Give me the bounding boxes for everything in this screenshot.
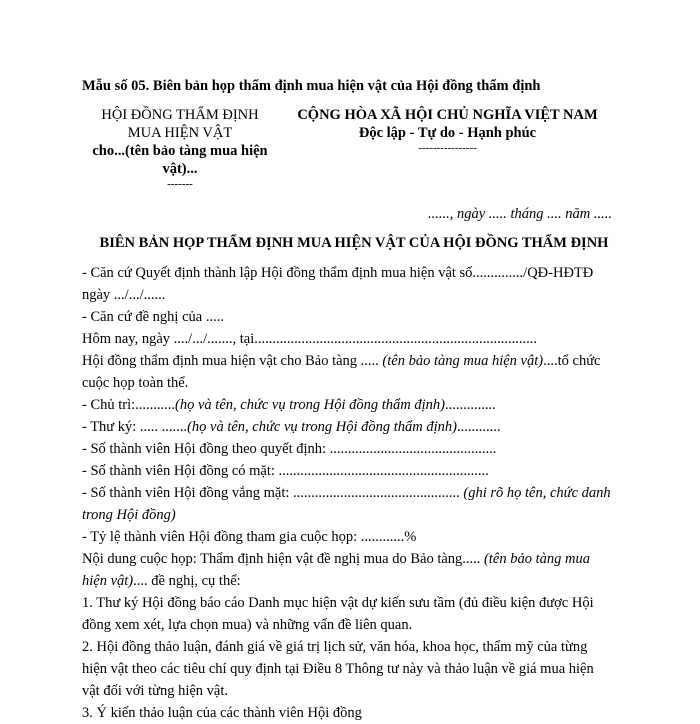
document-body — [82, 262, 614, 724]
item-1: 1. Thư ký Hội đồng báo cáo Danh mục hiện vật dự kiến sưu tầm (đủ điều kiện được Hội đồng xem xét, lựa chọn mua) và những vấn đề liên quan. — [82, 595, 594, 633]
date-line: ......, ngày ..... tháng .... năm ..... — [427, 206, 612, 222]
members-by-decision: - Số thành viên Hội đồng theo quyết định: .............................................. — [82, 441, 497, 457]
national-title: CỘNG HÒA XÃ HỘI CHỦ NGHĨA VIỆT NAM — [297, 107, 598, 123]
chairperson-line: - Chủ trì:...........(họ và tên, chức vụ trong Hội đồng thẩm định).............. — [82, 397, 496, 413]
council-name-line3: cho...(tên bảo tàng mua hiện — [92, 143, 268, 159]
document-title: BIÊN BẢN HỌP THẨM ĐỊNH MUA HIỆN VẬT CỦA HỘI ĐỒNG THẨM ĐỊNH — [99, 235, 609, 251]
meeting-content: Nội dung cuộc họp: Thẩm định hiện vật đề nghị mua do Bảo tàng..... (tên bảo tàng mua hiện vật).... đề nghị, cụ thể: — [82, 551, 590, 589]
attendance-rate: - Tỷ lệ thành viên Hội đồng tham gia cuộc họp: ............% — [82, 529, 417, 545]
meeting-date-place: Hôm nay, ngày ..../.../......., tại.............................................................................. — [82, 331, 537, 347]
council-name-line2: MUA HIỆN VẬT — [127, 125, 233, 141]
basis-proposal: - Căn cứ đề nghị của ..... — [82, 309, 224, 325]
meeting-intro: Hội đồng thẩm định mua hiện vật cho Bảo tàng ..... (tên bảo tàng mua hiện vật)....tổ chức cuộc họp toàn thể. — [82, 353, 601, 391]
council-rule: ------- — [167, 178, 193, 190]
council-name-line1: HỘI ĐỒNG THẨM ĐỊNH — [101, 107, 259, 123]
item-2: 2. Hội đồng thảo luận, đánh giá về giá trị lịch sử, văn hóa, khoa học, thẩm mỹ của từng hiện vật theo các tiêu chí quy định tại Điều 8 Thông tư này và thảo luận về giá mua hiện vật đối với từng hiện vật. — [82, 639, 594, 699]
national-header — [290, 106, 605, 154]
item-3: 3. Ý kiến thảo luận của các thành viên Hội đồng — [82, 705, 362, 721]
national-motto: Độc lập - Tự do - Hạnh phúc — [358, 125, 537, 141]
members-present: - Số thành viên Hội đồng có mặt: .......................................................... — [82, 463, 489, 479]
members-absent: - Số thành viên Hội đồng vắng mặt: .............................................. (ghi rõ họ tên, chức danh trong Hội đồng) — [82, 485, 611, 523]
secretary-line: - Thư ký: ..... .......(họ và tên, chức vụ trong Hội đồng thẩm định)............ — [82, 419, 501, 435]
basis-decision: - Căn cứ Quyết định thành lập Hội đồng thẩm định mua hiện vật số............../QĐ-HĐTĐ ngày .../.../...... — [82, 265, 594, 303]
form-title: Mẫu số 05. Biên bản họp thẩm định mua hiện vật của Hội đồng thẩm định — [82, 78, 541, 94]
council-name-line4: vật)... — [162, 161, 198, 177]
national-rule: ---------------- — [418, 142, 477, 154]
council-header — [80, 106, 280, 190]
